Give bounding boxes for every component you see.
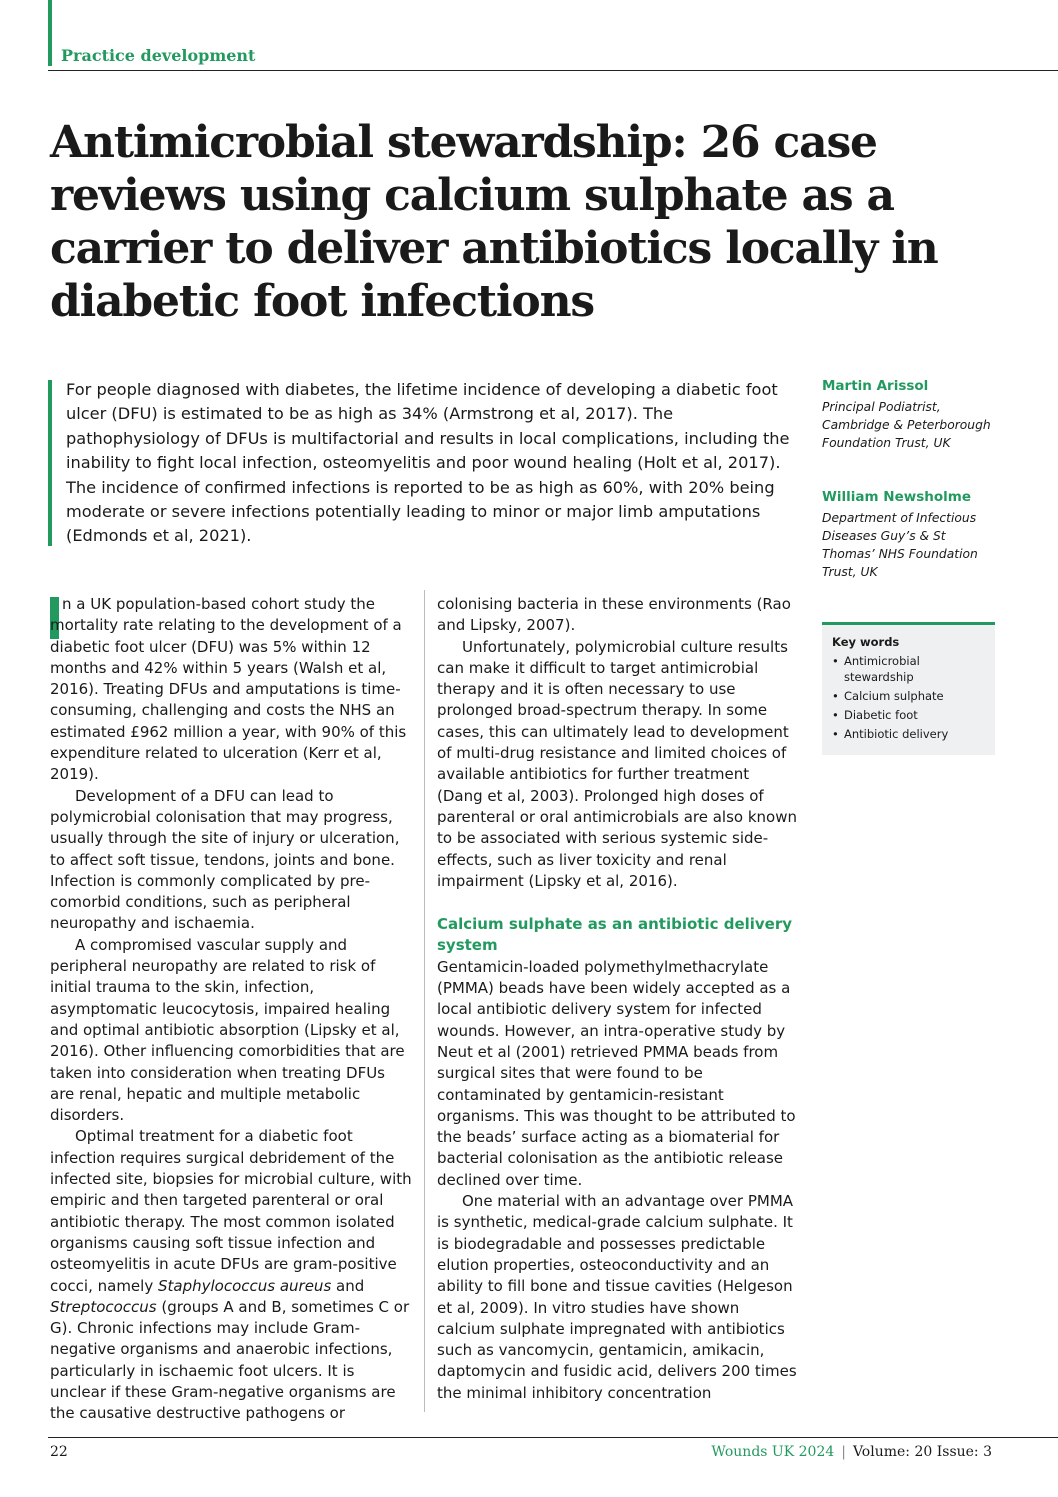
keyword-item: • Antimicrobial stewardship (832, 653, 985, 685)
section-subheading: Calcium sulphate as an antibiotic delivery system (437, 915, 793, 955)
page-number: 22 (50, 1444, 68, 1460)
body-paragraph: Optimal treatment for a diabetic foot infection requires surgical debridement of the infected site, biopsies for microbial culture, with empiric and then targeted parenteral or oral antibiotic therapy. The most common isolated organisms causing soft tissue infection and osteomyelitis in acute DFUs are gram-positive cocci, namely Staphylococcus aureus and Streptococcus (groups A and B, sometimes C or G). Chronic infections may include Gram-negative organisms and anaerobic infections, particularly in ischaemic foot ulcers. It is unclear if these Gram-negative organisms are the causative destructive pathogens or (50, 1127, 412, 1423)
body-paragraph: Development of a DFU can lead to polymicrobial colonisation that may progress, usually through the site of injury or ulceration, to affect soft tissue, tendons, joints and bone. Infection is commonly complicated by pre-comorbid conditions, such as peripheral neuropathy and ischaemia. (50, 786, 400, 933)
keywords-box (822, 622, 995, 755)
body-paragraph: Gentamicin-loaded polymethylmethacrylate (PMMA) beads have been widely accepted as a local antibiotic delivery system for infected wounds. However, an intra-operative study by Neut et al (2001) retrieved PMMA beads from surgical sites that were found to be contaminated by gentamicin-resistant organisms. This was thought to be attributed to the beads’ surface acting as a biomaterial for bacterial colonisation as the antibiotic release declined over time. (437, 957, 796, 1189)
body-paragraph: n a UK population-based cohort study the mortality rate relating to the development of a diabetic foot ulcer (DFU) was 5% within 12 months and 42% within 5 years (Walsh et al, 2016). Treating DFUs and amputations is time-consuming, challenging and costs the NHS an estimated £962 million a year, with 90% of this expenditure related to ulceration (Kerr et al, 2019). (50, 595, 407, 784)
keyword-item: • Diabetic foot (832, 707, 985, 723)
author-block (822, 489, 1002, 581)
author-affiliation: Department of Infectious Diseases Guy’s & St Thomas’ NHS Foundation Trust, UK (822, 511, 978, 579)
column-divider (424, 590, 425, 1412)
article-title: Antimicrobial stewardship: 26 case reviews using calcium sulphate as a carrier to deliver antibiotics locally in diabetic foot infections (50, 117, 938, 327)
abstract-accent-bar (48, 380, 52, 546)
journal-footer (711, 1444, 992, 1460)
body-paragraph: colonising bacteria in these environments (Rao and Lipsky, 2007). (437, 595, 791, 635)
header-rule (48, 70, 1058, 71)
keywords-list (832, 653, 985, 742)
organism-name: Streptococcus (50, 1297, 157, 1316)
keyword-item: • Antibiotic delivery (832, 726, 985, 742)
keywords-heading: Key words (832, 635, 900, 649)
body-column-right (437, 594, 799, 1404)
journal-name: Wounds UK 2024 (711, 1444, 835, 1460)
body-column-left (50, 594, 412, 1425)
author-affiliation: Principal Podiatrist, Cambridge & Peterborough Foundation Trust, UK (822, 400, 991, 450)
author-block (822, 378, 1002, 452)
author-name: William Newsholme (822, 489, 971, 505)
journal-volume: Volume: 20 Issue: 3 (852, 1444, 992, 1460)
organism-name: Staphylococcus aureus (157, 1276, 332, 1295)
body-paragraph: One material with an advantage over PMMA is synthetic, medical-grade calcium sulphate. It is biodegradable and possesses predictable elution properties, osteoconductivity and an ability to fill bone and tissue cavities (Helgeson et al, 2009). In vitro studies have shown calcium sulphate impregnated with antibiotics such as vancomycin, gentamicin, amikacin, daptomycin and fusidic acid, delivers 200 times the minimal inhibitory concentration (437, 1192, 797, 1402)
abstract: For people diagnosed with diabetes, the lifetime incidence of developing a diabetic foot ulcer (DFU) is estimated to be as high as 34% (Armstrong et al, 2017). The pathophysiology of DFUs is multifactorial and results in local complications, including the inability to fight local infection, osteomyelitis and poor wound healing (Holt et al, 2017). The incidence of confirmed infections is reported to be as high as 60%, with 20% being moderate or severe infections potentially leading to minor or major limb amputations (Edmonds et al, 2021). (66, 380, 790, 546)
section-label: Practice development (61, 46, 256, 65)
body-paragraph: Unfortunately, polymicrobial culture results can make it difficult to target antimicrobial therapy and it is often necessary to use prolonged broad-spectrum therapy. In some cases, this can ultimately lead to development of multi-drug resistance and limited choices of available antibiotics for further treatment (Dang et al, 2003). Prolonged high doses of parenteral or oral antimicrobials are also known to be associated with serious systemic side-effects, such as liver toxicity and renal impairment (Lipsky et al, 2016). (437, 637, 797, 890)
keyword-item: • Calcium sulphate (832, 688, 985, 704)
author-name: Martin Arissol (822, 378, 929, 394)
body-paragraph: A compromised vascular supply and peripheral neuropathy are related to risk of initial trauma to the skin, infection, asymptomatic leucocytosis, impaired healing and optimal antibiotic absorption (Lipsky et al, 2016). Other influencing comorbidities that are taken into consideration when treating DFUs are renal, hepatic and multiple metabolic disorders. (50, 935, 405, 1125)
section-accent-bar (48, 0, 52, 66)
footer-rule (48, 1437, 1058, 1438)
footer-separator: | (841, 1444, 846, 1460)
